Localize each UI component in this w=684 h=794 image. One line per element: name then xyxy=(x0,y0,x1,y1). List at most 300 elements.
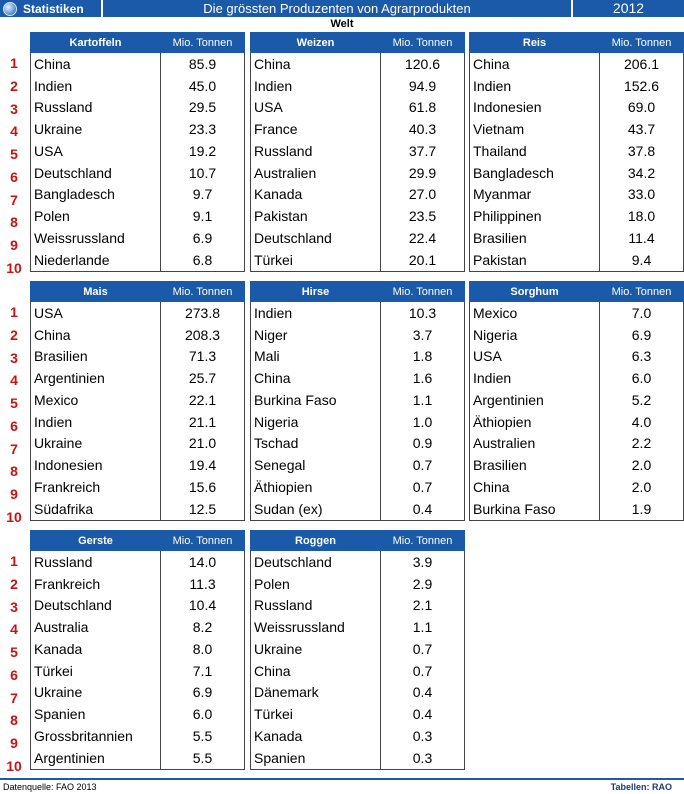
table-row xyxy=(470,205,684,227)
crop-name-header: Hirse xyxy=(251,282,381,302)
rank-number: 6 xyxy=(10,168,18,185)
table-sorghum xyxy=(469,281,684,521)
crop-name-header: Mais xyxy=(31,282,161,302)
table-credit: Tabellen: RAO xyxy=(610,782,672,792)
rank-number: 4 xyxy=(10,621,18,638)
value-cell: 0.3 xyxy=(381,747,465,769)
value-cell: 11.4 xyxy=(600,227,684,249)
country-cell: USA xyxy=(31,302,161,324)
value-cell: 9.7 xyxy=(161,184,245,206)
table-row xyxy=(31,324,245,346)
value-cell: 208.3 xyxy=(161,324,245,346)
country-cell: Myanmar xyxy=(470,184,600,206)
country-cell: Indonesien xyxy=(31,454,161,476)
country-cell: Pakistan xyxy=(251,205,381,227)
table-row xyxy=(31,97,245,119)
rank-number: 10 xyxy=(6,757,22,774)
table-row xyxy=(251,227,465,249)
value-cell: 29.5 xyxy=(161,97,245,119)
table-reis xyxy=(469,32,684,272)
table-row xyxy=(251,97,465,119)
table-row xyxy=(251,476,465,498)
country-cell: China xyxy=(470,53,600,75)
country-cell: Niger xyxy=(251,324,381,346)
table-row xyxy=(470,302,684,324)
country-cell: Spanien xyxy=(251,747,381,769)
unit-header: Mio. Tonnen xyxy=(161,33,245,53)
value-cell: 1.1 xyxy=(381,389,465,411)
table-header-row xyxy=(31,282,245,302)
country-cell: Burkina Faso xyxy=(470,498,600,520)
value-cell: 0.7 xyxy=(381,476,465,498)
value-cell: 29.9 xyxy=(381,162,465,184)
value-cell: 21.1 xyxy=(161,411,245,433)
table-row xyxy=(251,660,465,682)
country-cell: China xyxy=(31,53,161,75)
table-row xyxy=(251,118,465,140)
value-cell: 2.2 xyxy=(600,433,684,455)
value-cell: 6.3 xyxy=(600,346,684,368)
rank-number: 7 xyxy=(10,689,18,706)
country-cell: Brasilien xyxy=(470,454,600,476)
table-row xyxy=(251,433,465,455)
table-row xyxy=(470,227,684,249)
country-cell: Vietnam xyxy=(470,118,600,140)
country-cell: China xyxy=(470,476,600,498)
table-row xyxy=(470,140,684,162)
value-cell: 37.8 xyxy=(600,140,684,162)
table-row xyxy=(31,638,245,660)
country-cell: Äthiopien xyxy=(470,411,600,433)
value-cell: 8.2 xyxy=(161,616,245,638)
rank-number: 7 xyxy=(10,191,18,208)
country-cell: China xyxy=(251,53,381,75)
rank-number: 1 xyxy=(10,55,18,71)
value-cell: 1.1 xyxy=(381,616,465,638)
value-cell: 19.4 xyxy=(161,454,245,476)
value-cell: 7.0 xyxy=(600,302,684,324)
table-row xyxy=(470,75,684,97)
value-cell: 69.0 xyxy=(600,97,684,119)
table-row xyxy=(251,616,465,638)
country-cell: Weissrussland xyxy=(251,616,381,638)
rank-number: 6 xyxy=(10,666,18,683)
value-cell: 34.2 xyxy=(600,162,684,184)
country-cell: Polen xyxy=(31,205,161,227)
country-cell: Indien xyxy=(470,75,600,97)
country-cell: Grossbritannien xyxy=(31,725,161,747)
unit-header: Mio. Tonnen xyxy=(161,531,245,551)
country-cell: Russland xyxy=(31,97,161,119)
table-row xyxy=(31,140,245,162)
value-cell: 3.7 xyxy=(381,324,465,346)
country-cell: Weissrussland xyxy=(31,227,161,249)
unit-header: Mio. Tonnen xyxy=(381,282,465,302)
country-cell: Australia xyxy=(31,616,161,638)
value-cell: 2.0 xyxy=(600,454,684,476)
value-cell: 152.6 xyxy=(600,75,684,97)
value-cell: 20.1 xyxy=(381,249,465,271)
table-row xyxy=(470,367,684,389)
country-cell: Pakistan xyxy=(470,249,600,271)
rank-number: 1 xyxy=(10,304,18,320)
rank-number: 1 xyxy=(10,553,18,569)
table-row xyxy=(470,498,684,520)
value-cell: 1.6 xyxy=(381,367,465,389)
table-row xyxy=(251,638,465,660)
value-cell: 19.2 xyxy=(161,140,245,162)
country-cell: Kanada xyxy=(251,184,381,206)
table-row xyxy=(31,660,245,682)
country-cell: Thailand xyxy=(470,140,600,162)
country-cell: Russland xyxy=(251,595,381,617)
table-hirse xyxy=(250,281,465,521)
table-row xyxy=(251,53,465,75)
region-label: Welt xyxy=(330,18,354,30)
table-row xyxy=(251,411,465,433)
country-cell: Russland xyxy=(31,551,161,573)
country-cell: USA xyxy=(470,346,600,368)
table-row xyxy=(251,162,465,184)
footer xyxy=(0,780,684,794)
value-cell: 37.7 xyxy=(381,140,465,162)
country-cell: Australien xyxy=(251,162,381,184)
table-row xyxy=(470,411,684,433)
rank-number: 3 xyxy=(10,100,18,117)
table-row xyxy=(470,162,684,184)
data-source: Datenquelle: FAO 2013 xyxy=(3,782,97,792)
value-cell: 5.2 xyxy=(600,389,684,411)
table-row xyxy=(470,346,684,368)
table-roggen xyxy=(250,530,465,770)
table-row xyxy=(470,97,684,119)
table-row xyxy=(31,747,245,769)
value-cell: 6.9 xyxy=(600,324,684,346)
country-cell: Mexico xyxy=(470,302,600,324)
table-row xyxy=(31,389,245,411)
table-row xyxy=(31,411,245,433)
rank-number: 4 xyxy=(10,123,18,140)
value-cell: 85.9 xyxy=(161,53,245,75)
country-cell: Sudan (ex) xyxy=(251,498,381,520)
unit-header: Mio. Tonnen xyxy=(381,33,465,53)
country-cell: Indien xyxy=(31,75,161,97)
table-row xyxy=(251,389,465,411)
country-cell: Indonesien xyxy=(470,97,600,119)
value-cell: 273.8 xyxy=(161,302,245,324)
value-cell: 40.3 xyxy=(381,118,465,140)
country-cell: China xyxy=(31,324,161,346)
value-cell: 6.9 xyxy=(161,682,245,704)
value-cell: 22.4 xyxy=(381,227,465,249)
table-header-row xyxy=(251,33,465,53)
table-row xyxy=(31,551,245,573)
table-row xyxy=(470,249,684,271)
country-cell: Ukraine xyxy=(31,433,161,455)
table-row xyxy=(470,389,684,411)
country-cell: Russland xyxy=(251,140,381,162)
table-mais xyxy=(30,281,245,521)
value-cell: 6.9 xyxy=(161,227,245,249)
unit-header: Mio. Tonnen xyxy=(161,282,245,302)
rank-number: 8 xyxy=(10,214,18,231)
country-cell: Senegal xyxy=(251,454,381,476)
value-cell: 10.3 xyxy=(381,302,465,324)
unit-header: Mio. Tonnen xyxy=(600,33,684,53)
value-cell: 33.0 xyxy=(600,184,684,206)
table-row xyxy=(251,454,465,476)
country-cell: Argentinien xyxy=(470,389,600,411)
table-row xyxy=(251,249,465,271)
country-cell: Deutschland xyxy=(31,162,161,184)
table-row xyxy=(31,205,245,227)
country-cell: Türkei xyxy=(31,660,161,682)
value-cell: 21.0 xyxy=(161,433,245,455)
table-row xyxy=(31,454,245,476)
value-cell: 23.5 xyxy=(381,205,465,227)
table-kartoffeln xyxy=(30,32,245,272)
country-cell: Deutschland xyxy=(251,551,381,573)
country-cell: Niederlande xyxy=(31,249,161,271)
value-cell: 0.7 xyxy=(381,454,465,476)
value-cell: 0.4 xyxy=(381,682,465,704)
brand-label: Statistiken xyxy=(23,1,84,16)
country-cell: USA xyxy=(251,97,381,119)
page-title: Die grössten Produzenten von Agrarprodukten xyxy=(103,0,571,17)
country-cell: Türkei xyxy=(251,249,381,271)
value-cell: 11.3 xyxy=(161,573,245,595)
value-cell: 10.4 xyxy=(161,595,245,617)
value-cell: 206.1 xyxy=(600,53,684,75)
country-cell: Dänemark xyxy=(251,682,381,704)
table-row xyxy=(251,725,465,747)
rank-number: 2 xyxy=(10,77,18,94)
table-row xyxy=(31,433,245,455)
country-cell: Äthiopien xyxy=(251,476,381,498)
rank-number: 6 xyxy=(10,417,18,434)
rank-number: 10 xyxy=(6,508,22,525)
country-cell: Südafrika xyxy=(31,498,161,520)
country-cell: China xyxy=(251,660,381,682)
country-cell: Frankreich xyxy=(31,573,161,595)
table-row xyxy=(31,75,245,97)
country-cell: Bangladesch xyxy=(470,162,600,184)
table-row xyxy=(470,118,684,140)
country-cell: Kanada xyxy=(31,638,161,660)
rank-number: 3 xyxy=(10,598,18,615)
rank-number: 9 xyxy=(10,735,18,751)
value-cell: 71.3 xyxy=(161,346,245,368)
country-cell: Indien xyxy=(251,75,381,97)
country-cell: Mali xyxy=(251,346,381,368)
country-cell: Philippinen xyxy=(470,205,600,227)
country-cell: Polen xyxy=(251,573,381,595)
country-cell: Indien xyxy=(470,367,600,389)
table-row xyxy=(251,573,465,595)
year-label: 2012 xyxy=(573,0,684,17)
table-row xyxy=(31,367,245,389)
crop-name-header: Roggen xyxy=(251,531,381,551)
country-cell: Argentinien xyxy=(31,367,161,389)
value-cell: 5.5 xyxy=(161,725,245,747)
value-cell: 0.9 xyxy=(381,433,465,455)
rank-number: 5 xyxy=(10,146,18,162)
table-row xyxy=(31,227,245,249)
table-weizen xyxy=(250,32,465,272)
value-cell: 7.1 xyxy=(161,660,245,682)
country-cell: Nigeria xyxy=(251,411,381,433)
table-header-row xyxy=(470,33,684,53)
table-row xyxy=(31,725,245,747)
table-header-row xyxy=(251,282,465,302)
country-cell: Ukraine xyxy=(31,118,161,140)
country-cell: Deutschland xyxy=(251,227,381,249)
value-cell: 12.5 xyxy=(161,498,245,520)
crop-name-header: Weizen xyxy=(251,33,381,53)
value-cell: 5.5 xyxy=(161,747,245,769)
country-cell: Bangladesch xyxy=(31,184,161,206)
rank-number: 2 xyxy=(10,575,18,592)
table-row xyxy=(251,747,465,769)
country-cell: Indien xyxy=(251,302,381,324)
table-row xyxy=(251,703,465,725)
table-row xyxy=(251,346,465,368)
table-row xyxy=(251,595,465,617)
country-cell: France xyxy=(251,118,381,140)
country-cell: USA xyxy=(31,140,161,162)
table-row xyxy=(470,53,684,75)
table-row xyxy=(31,498,245,520)
country-cell: Deutschland xyxy=(31,595,161,617)
value-cell: 18.0 xyxy=(600,205,684,227)
value-cell: 27.0 xyxy=(381,184,465,206)
value-cell: 61.8 xyxy=(381,97,465,119)
rank-number: 9 xyxy=(10,486,18,502)
table-row xyxy=(251,205,465,227)
value-cell: 9.1 xyxy=(161,205,245,227)
value-cell: 4.0 xyxy=(600,411,684,433)
value-cell: 1.0 xyxy=(381,411,465,433)
table-row xyxy=(31,346,245,368)
table-row xyxy=(251,682,465,704)
country-cell: Ukraine xyxy=(31,682,161,704)
value-cell: 3.9 xyxy=(381,551,465,573)
value-cell: 0.3 xyxy=(381,725,465,747)
table-row xyxy=(31,616,245,638)
table-header-row xyxy=(31,33,245,53)
table-row xyxy=(251,498,465,520)
value-cell: 2.9 xyxy=(381,573,465,595)
top-bar xyxy=(0,0,684,17)
value-cell: 14.0 xyxy=(161,551,245,573)
crop-name-header: Reis xyxy=(470,33,600,53)
rank-number: 4 xyxy=(10,372,18,389)
table-row xyxy=(251,551,465,573)
table-row xyxy=(470,454,684,476)
table-row xyxy=(31,302,245,324)
value-cell: 43.7 xyxy=(600,118,684,140)
country-cell: Türkei xyxy=(251,703,381,725)
table-row xyxy=(31,118,245,140)
value-cell: 6.0 xyxy=(600,367,684,389)
table-gerste xyxy=(30,530,245,770)
table-row xyxy=(251,302,465,324)
country-cell: China xyxy=(251,367,381,389)
globe-icon xyxy=(3,2,17,16)
table-row xyxy=(251,140,465,162)
rank-number: 8 xyxy=(10,463,18,480)
value-cell: 0.4 xyxy=(381,703,465,725)
rank-number: 7 xyxy=(10,440,18,457)
value-cell: 1.9 xyxy=(600,498,684,520)
country-cell: Nigeria xyxy=(470,324,600,346)
country-cell: Brasilien xyxy=(31,346,161,368)
rank-number: 9 xyxy=(10,237,18,253)
rank-number: 8 xyxy=(10,712,18,729)
crop-name-header: Sorghum xyxy=(470,282,600,302)
rank-number: 2 xyxy=(10,326,18,343)
table-row xyxy=(31,682,245,704)
value-cell: 9.4 xyxy=(600,249,684,271)
country-cell: Indien xyxy=(31,411,161,433)
table-row xyxy=(31,573,245,595)
rank-number: 5 xyxy=(10,395,18,411)
country-cell: Ukraine xyxy=(251,638,381,660)
value-cell: 6.8 xyxy=(161,249,245,271)
country-cell: Tschad xyxy=(251,433,381,455)
table-row xyxy=(470,433,684,455)
value-cell: 8.0 xyxy=(161,638,245,660)
value-cell: 10.7 xyxy=(161,162,245,184)
country-cell: Spanien xyxy=(31,703,161,725)
value-cell: 25.7 xyxy=(161,367,245,389)
country-cell: Kanada xyxy=(251,725,381,747)
table-row xyxy=(251,184,465,206)
country-cell: Brasilien xyxy=(470,227,600,249)
rank-number: 10 xyxy=(6,259,22,276)
table-row xyxy=(31,53,245,75)
rank-number: 3 xyxy=(10,349,18,366)
table-row xyxy=(31,476,245,498)
table-row xyxy=(31,184,245,206)
brand[interactable] xyxy=(0,0,101,17)
value-cell: 23.3 xyxy=(161,118,245,140)
country-cell: Mexico xyxy=(31,389,161,411)
value-cell: 45.0 xyxy=(161,75,245,97)
value-cell: 1.8 xyxy=(381,346,465,368)
country-cell: Burkina Faso xyxy=(251,389,381,411)
value-cell: 94.9 xyxy=(381,75,465,97)
value-cell: 2.1 xyxy=(381,595,465,617)
table-row xyxy=(470,324,684,346)
value-cell: 0.4 xyxy=(381,498,465,520)
rank-number: 5 xyxy=(10,644,18,660)
table-row xyxy=(31,249,245,271)
country-cell: Australien xyxy=(470,433,600,455)
value-cell: 22.1 xyxy=(161,389,245,411)
table-row xyxy=(251,367,465,389)
table-row xyxy=(251,75,465,97)
crop-name-header: Kartoffeln xyxy=(31,33,161,53)
table-row xyxy=(31,162,245,184)
unit-header: Mio. Tonnen xyxy=(600,282,684,302)
value-cell: 0.7 xyxy=(381,638,465,660)
value-cell: 6.0 xyxy=(161,703,245,725)
table-row xyxy=(470,476,684,498)
table-row xyxy=(251,324,465,346)
table-row xyxy=(31,703,245,725)
table-row xyxy=(470,184,684,206)
